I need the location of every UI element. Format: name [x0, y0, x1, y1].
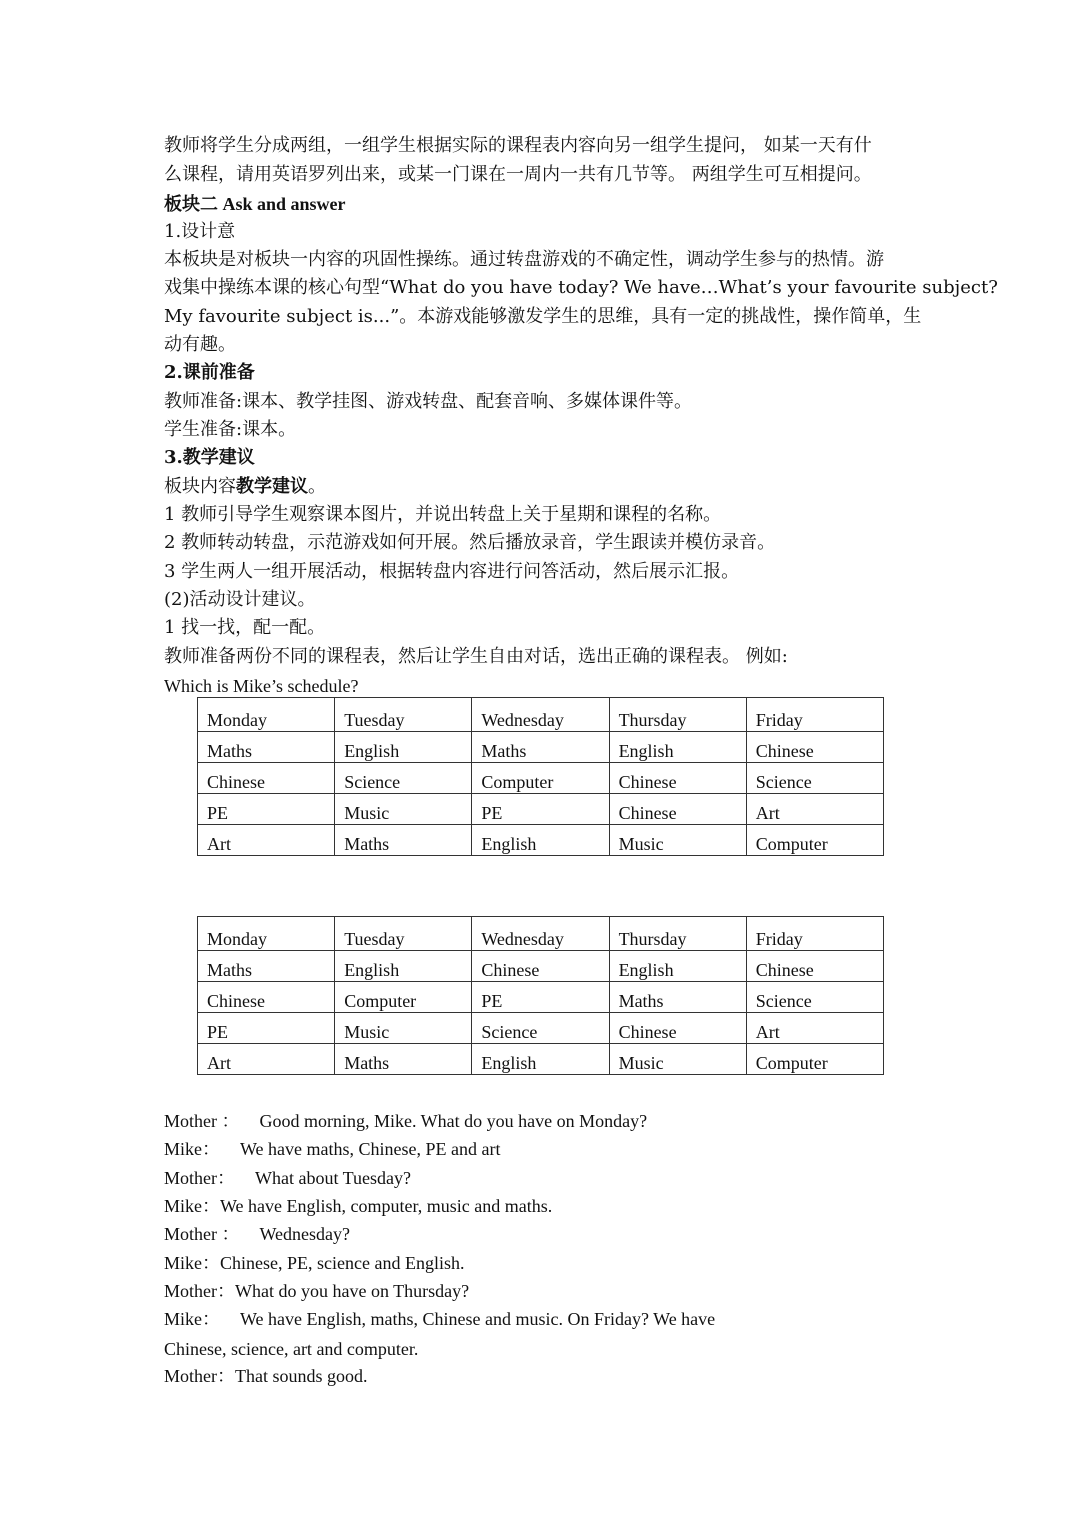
activity-description: 教师准备两份不同的课程表，然后让学生自由对话，选出正确的课程表。 例如: [164, 646, 788, 667]
dialogue-text: What do you have on Thursday? [235, 1281, 470, 1301]
table-cell: Chinese [609, 763, 746, 794]
table-cell: Art [198, 1044, 335, 1075]
table-row [198, 982, 884, 1013]
table-cell: PE [472, 794, 609, 825]
advice-step-2: 2 教师转动转盘，示范游戏如何开展。然后播放录音，学生跟读并模仿录音。 [164, 532, 776, 553]
advice-subtitle-b: 教学建议 [236, 476, 308, 497]
dialogue-line [164, 1307, 715, 1331]
dialogue-text: What about Tuesday? [255, 1168, 411, 1188]
dialogue-text: We have English, computer, music and maths. [220, 1196, 553, 1216]
table-cell: English [472, 825, 609, 856]
table-cell: PE [198, 1013, 335, 1044]
activity-item-1: 1 找一找，配一配。 [164, 617, 326, 638]
table-row [198, 794, 884, 825]
section-heading [164, 192, 346, 217]
table-cell: Science [746, 982, 883, 1013]
dialogue-speaker: Mother ： [164, 1224, 240, 1244]
table-cell: Maths [198, 951, 335, 982]
table-cell: PE [198, 794, 335, 825]
dialogue-text: We have English, maths, Chinese and music. On Friday? We have [240, 1309, 716, 1329]
dialogue-text: Chinese, PE, science and English. [220, 1253, 465, 1273]
table-row [198, 951, 884, 982]
dialogue-line [164, 1222, 350, 1246]
table-cell: Wednesday [472, 917, 609, 951]
table-cell: Maths [472, 732, 609, 763]
table-row [198, 917, 884, 951]
table-cell: Computer [335, 982, 472, 1013]
design-paragraph-line-1: 本板块是对板块一内容的巩固性操练。通过转盘游戏的不确定性，调动学生参与的热情。游 [164, 249, 884, 270]
table-cell: English [335, 951, 472, 982]
table-cell: Chinese [609, 1013, 746, 1044]
advice-subtitle [164, 475, 326, 499]
dialogue-speaker: Mike： [164, 1253, 220, 1273]
table-cell: Chinese [198, 982, 335, 1013]
dialogue-line [164, 1166, 411, 1190]
advice-step-3: 3 学生两人一组开展活动，根据转盘内容进行问答活动，然后展示汇报。 [164, 561, 740, 582]
dialogue-line [164, 1194, 552, 1218]
table-cell: Computer [746, 1044, 883, 1075]
section-heading-en: Ask and answer [218, 194, 346, 214]
table-cell: English [472, 1044, 609, 1075]
prep-student: 学生准备:课本。 [164, 419, 297, 440]
intro-line-1: 教师将学生分成两组，一组学生根据实际的课程表内容向另一组学生提问， 如某一天有什 [164, 135, 872, 156]
prep-teacher: 教师准备:课本、教学挂图、游戏转盘、配套音响、多媒体课件等。 [164, 391, 693, 412]
table-cell: English [609, 732, 746, 763]
dialogue-line [164, 1251, 464, 1275]
table-cell: Science [472, 1013, 609, 1044]
table-cell: Computer [472, 763, 609, 794]
intro-line-2: 么课程，请用英语罗列出来，或某一门课在一周内一共有几节等。 两组学生可互相提问。 [164, 164, 872, 185]
table-cell: Maths [609, 982, 746, 1013]
table-cell: Art [746, 794, 883, 825]
table-cell: Music [609, 1044, 746, 1075]
table-cell: PE [472, 982, 609, 1013]
table-cell: Tuesday [335, 698, 472, 732]
table-cell: Chinese [746, 732, 883, 763]
table-cell: Computer [746, 825, 883, 856]
dialogue-text: Wednesday? [259, 1224, 351, 1244]
activity-title: (2)活动设计建议。 [164, 589, 316, 610]
table-cell: Music [335, 1013, 472, 1044]
dialogue-line [164, 1337, 418, 1361]
table-cell: Monday [198, 917, 335, 951]
design-paragraph-line-2: 戏集中操练本课的核心句型“What do you have today? We have…What’s your favourite subject? [164, 277, 998, 298]
table-row [198, 698, 884, 732]
table-cell: English [609, 951, 746, 982]
schedule-table-1 [197, 697, 884, 856]
advice-title: 3.教学建议 [164, 447, 255, 468]
table-cell: Art [746, 1013, 883, 1044]
dialogue-speaker: Mother： [164, 1281, 235, 1301]
table-cell: Art [198, 825, 335, 856]
table-cell: Maths [198, 732, 335, 763]
advice-step-1: 1 教师引导学生观察课本图片，并说出转盘上关于星期和课程的名称。 [164, 504, 722, 525]
table-cell: Friday [746, 698, 883, 732]
dialogue-speaker: Mother： [164, 1366, 235, 1386]
table-cell: Wednesday [472, 698, 609, 732]
advice-subtitle-a: 板块内容 [164, 476, 236, 497]
table-cell: Thursday [609, 698, 746, 732]
dialogue-line [164, 1109, 647, 1133]
table-cell: Maths [335, 1044, 472, 1075]
dialogue-text: We have maths, Chinese, PE and art [240, 1139, 501, 1159]
table-cell: Thursday [609, 917, 746, 951]
table-cell: Science [335, 763, 472, 794]
design-title: 1.设计意 [164, 221, 236, 242]
table-cell: Tuesday [335, 917, 472, 951]
dialogue-line [164, 1364, 368, 1388]
table-cell: Monday [198, 698, 335, 732]
table-cell: Chinese [198, 763, 335, 794]
dialogue-text: Good morning, Mike. What do you have on Monday? [259, 1111, 648, 1131]
prep-title: 2.课前准备 [164, 362, 255, 383]
table-row [198, 732, 884, 763]
table-cell: Music [335, 794, 472, 825]
dialogue-speaker: Mike： [164, 1196, 220, 1216]
table-row [198, 763, 884, 794]
dialogue-line [164, 1137, 500, 1161]
table-cell: English [335, 732, 472, 763]
dialogue-speaker: Mother ： [164, 1111, 240, 1131]
section-heading-cn: 板块二 [164, 194, 218, 215]
table-cell: Friday [746, 917, 883, 951]
table-cell: Maths [335, 825, 472, 856]
dialogue-speaker: Mike： [164, 1309, 220, 1329]
dialogue-text: Chinese, science, art and computer. [164, 1339, 419, 1359]
dialogue-text: That sounds good. [235, 1366, 368, 1386]
table-cell: Music [609, 825, 746, 856]
design-paragraph-line-4: 动有趣。 [164, 334, 236, 355]
table-cell: Science [746, 763, 883, 794]
table-row [198, 1013, 884, 1044]
table-cell: Chinese [472, 951, 609, 982]
schedule-question: Which is Mike’s schedule? [164, 676, 359, 696]
advice-subtitle-c: 。 [308, 476, 326, 497]
design-paragraph-line-3: My favourite subject is...”。本游戏能够激发学生的思维，具有一定的挑战性，操作简单，生 [164, 306, 922, 327]
dialogue-line [164, 1279, 469, 1303]
dialogue-speaker: Mike： [164, 1139, 220, 1159]
table-row [198, 825, 884, 856]
table-cell: Chinese [609, 794, 746, 825]
schedule-table-2 [197, 916, 884, 1075]
table-row [198, 1044, 884, 1075]
table-cell: Chinese [746, 951, 883, 982]
dialogue-speaker: Mother： [164, 1168, 235, 1188]
